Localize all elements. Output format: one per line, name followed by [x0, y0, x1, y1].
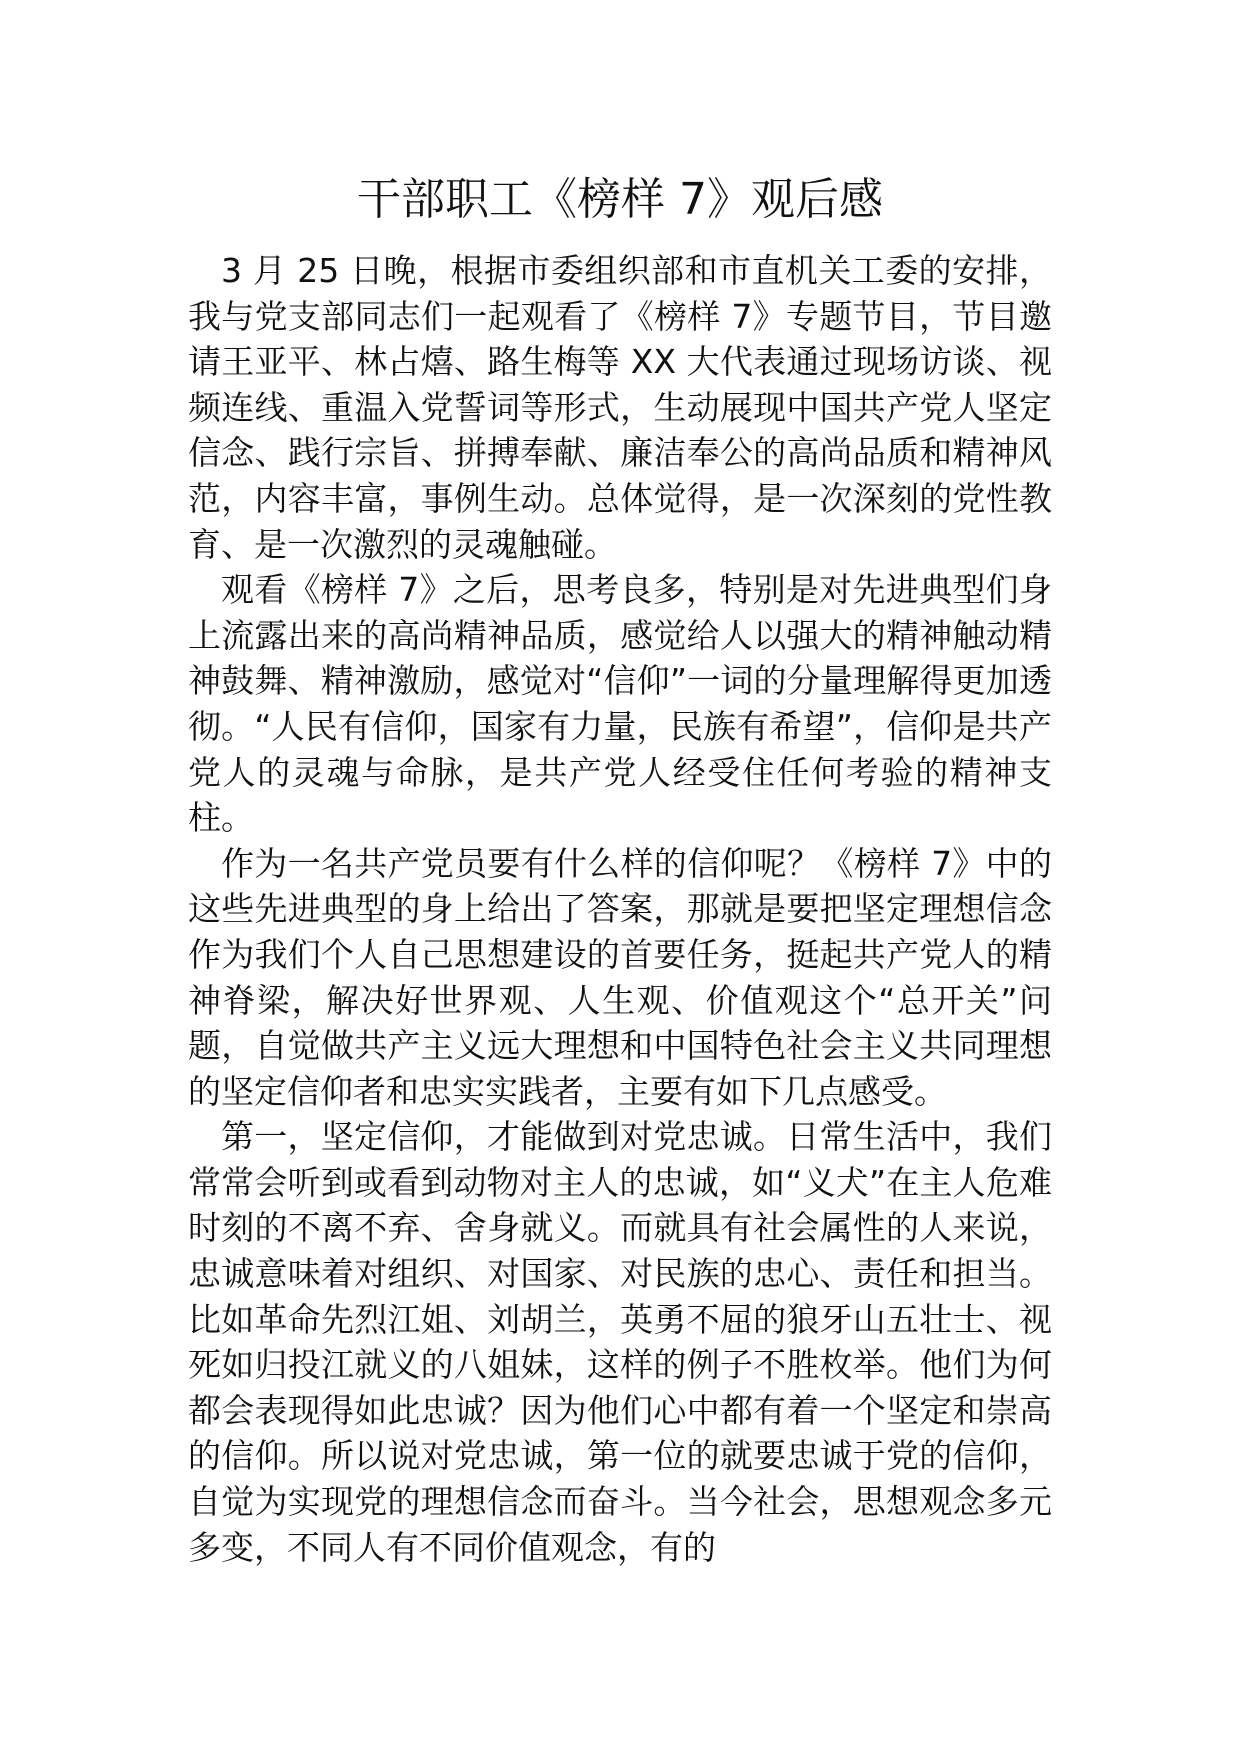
paragraph-2: 观看《榜样 7》之后，思考良多，特别是对先进典型们身上流露出来的高尚精神品质，感觉给人以强大的精神触动精神鼓舞、精神激励，感觉对“信仰”一词的分量理解得更加透彻。“人民有信仰，国家有力量，民族有希望”，信仰是共产党人的灵魂与命脉，是共产党人经受住任何考验的精神支柱。: [188, 570, 1052, 838]
document-title: 干部职工《榜样 7》观后感: [357, 174, 883, 225]
document-body: [188, 248, 1052, 1570]
paragraph-1: 3 月 25 日晚，根据市委组织部和市直机关工委的安排，我与党支部同志们一起观看了《榜样 7》专题节目，节目邀请王亚平、林占熺、路生梅等 XX 大代表通过现场访谈、视频连线、重温入党誓词等形式，生动展现中国共产党人坚定信念、践行宗旨、拼搏奉献、廉洁奉公的高尚品质和精神风范，内容丰富，事例生动。总体觉得，是一次深刻的党性教育、是一次激烈的灵魂触碰。: [188, 251, 1052, 564]
paragraph-3: 作为一名共产党员要有什么样的信仰呢？《榜样 7》中的这些先进典型的身上给出了答案，那就是要把坚定理想信念作为我们个人自己思想建设的首要任务，挺起共产党人的精神脊梁，解决好世界观、人生观、价值观这个“总开关”问题，自觉做共产主义远大理想和中国特色社会主义共同理想的坚定信仰者和忠实实践者，主要有如下几点感受。: [188, 843, 1052, 1111]
paragraph-4: 第一，坚定信仰，才能做到对党忠诚。日常生活中，我们常常会听到或看到动物对主人的忠诚，如“义犬”在主人危难时刻的不离不弃、舍身就义。而就具有社会属性的人来说，忠诚意味着对组织、对国家、对民族的忠心、责任和担当。比如革命先烈江姐、刘胡兰，英勇不屈的狼牙山五壮士、视死如归投江就义的八姐妹，这样的例子不胜枚举。他们为何都会表现得如此忠诚？因为他们心中都有着一个坚定和崇高的信仰。所以说对党忠诚，第一位的就要忠诚于党的信仰，自觉为实现党的理想信念而奋斗。当今社会，思想观念多元多变，不同人有不同价值观念，有的: [188, 1117, 1052, 1567]
